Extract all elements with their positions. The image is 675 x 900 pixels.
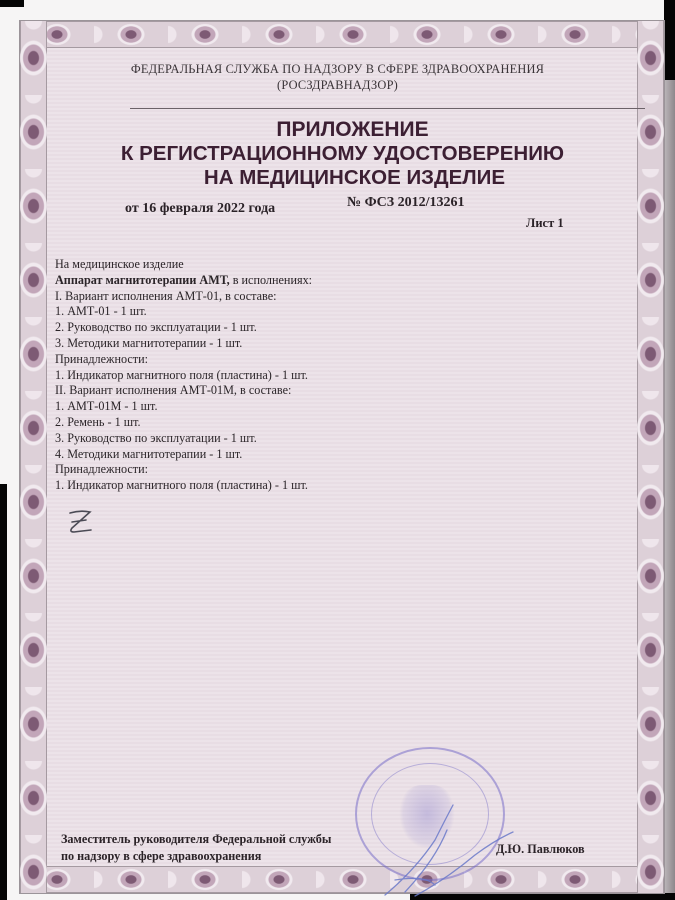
list-item: 2. Руководство по эксплуатации - 1 шт. (55, 320, 257, 335)
signature-scribble-icon (375, 800, 515, 900)
signatory-position-line1: Заместитель руководителя Федеральной службы (61, 832, 332, 846)
list-item: Принадлежности: (55, 462, 149, 477)
scan-edge-top-left (0, 0, 24, 7)
list-item: II. Вариант исполнения АМТ-01М, в составе: (55, 383, 292, 398)
list-item: 1. АМТ-01 - 1 шт. (55, 304, 147, 319)
agency-name: ФЕДЕРАЛЬНАЯ СЛУЖБА ПО НАДЗОРУ В СФЕРЕ ЗДРАВООХРАНЕНИЯ (130, 62, 545, 76)
signatory-position (61, 831, 331, 865)
signatory-position-line2: по надзору в сфере здравоохранения (61, 849, 262, 863)
device-name: Аппарат магнитотерапии АМТ, (55, 272, 230, 287)
list-item: 1. Индикатор магнитного поля (пластина) - 1 шт. (55, 367, 308, 382)
registration-number: № ФСЗ 2012/13261 (347, 195, 465, 210)
handwritten-z-mark-icon (64, 507, 98, 537)
list-item: Принадлежности: (55, 351, 149, 366)
ornamental-border-bottom (20, 866, 664, 893)
document-body (55, 257, 312, 494)
list-item: 1. Индикатор магнитного поля (пластина) - 1 шт. (55, 478, 308, 493)
agency-abbreviation: (РОСЗДРАВНАДЗОР) (277, 78, 398, 92)
list-item: I. Вариант исполнения АМТ-01, в составе: (55, 288, 277, 303)
document-subtitle-line2: НА МЕДИЦИНСКОЕ ИЗДЕЛИЕ (203, 166, 506, 189)
sheet-number: Лист 1 (526, 216, 564, 230)
signatory-name: Д.Ю. Павлюков (496, 842, 585, 856)
list-item: 3. Методики магнитотерапии - 1 шт. (55, 335, 243, 350)
device-suffix: в исполнениях: (229, 272, 313, 287)
document-title: ПРИЛОЖЕНИЕ (276, 118, 429, 141)
device-line (55, 273, 312, 289)
scan-edge-left-bottom (0, 484, 7, 900)
document-subtitle-line1: К РЕГИСТРАЦИОННОМУ УДОСТОВЕРЕНИЮ (120, 142, 565, 165)
list-item: 1. АМТ-01М - 1 шт. (55, 399, 158, 414)
list-item: 2. Ремень - 1 шт. (55, 414, 141, 429)
intro-line: На медицинское изделие (55, 257, 184, 271)
scan-edge-right-gradient (664, 80, 675, 900)
ornamental-border-top (20, 21, 664, 48)
list-item: 3. Руководство по эксплуатации - 1 шт. (55, 430, 257, 445)
header-divider (130, 108, 645, 109)
issue-date: от 16 февраля 2022 года (125, 201, 276, 216)
list-item: 4. Методики магнитотерапии - 1 шт. (55, 446, 243, 461)
agency-header (0, 61, 675, 93)
